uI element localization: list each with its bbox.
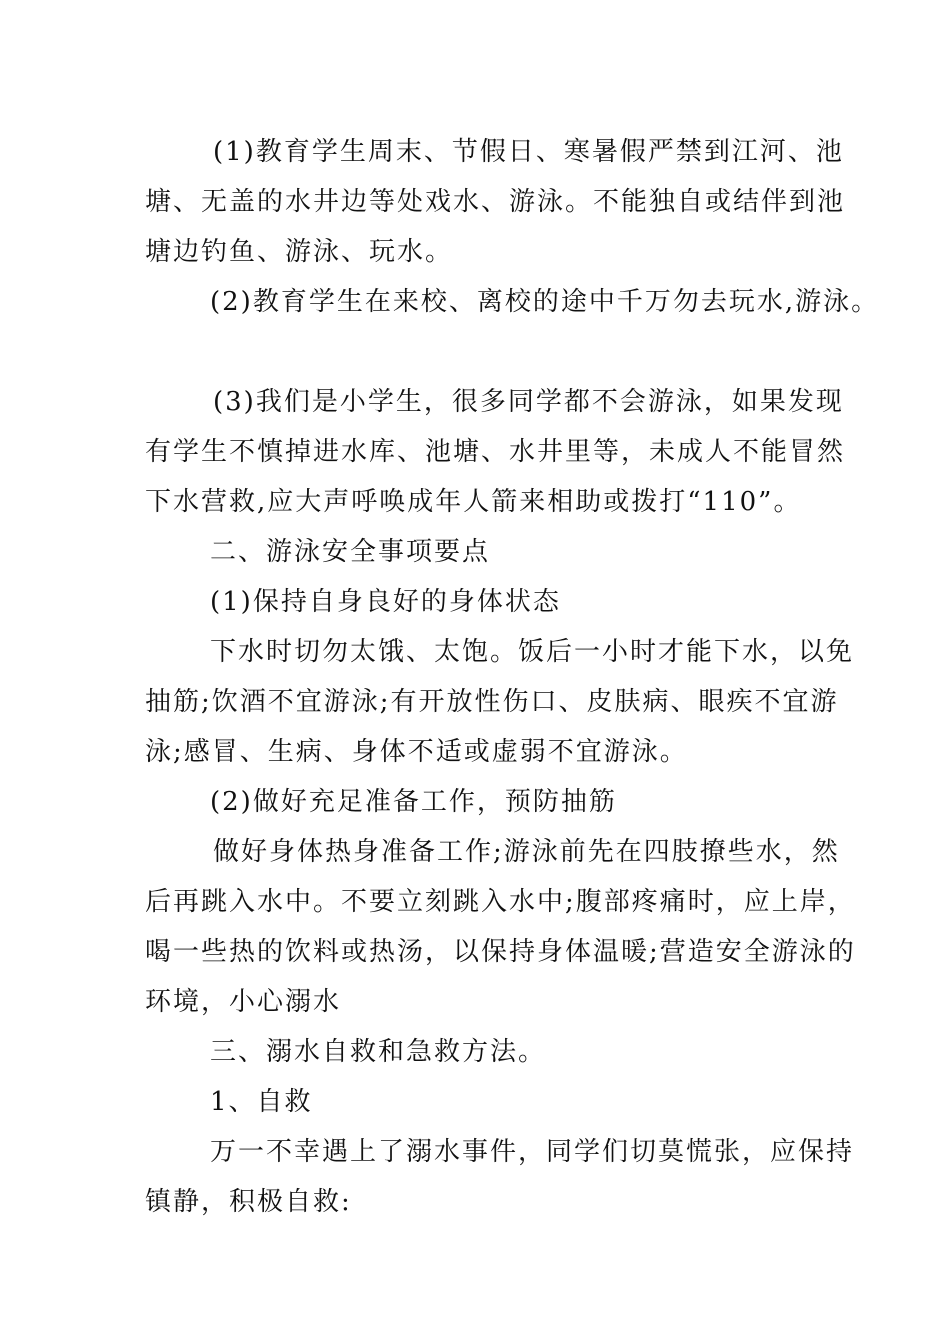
subsection-heading: 1、自救 (210, 1087, 313, 1117)
subsection-heading: (1)保持自身良好的身体状态 (210, 587, 561, 617)
paragraph-line: 泳;感冒、生病、身体不适或虚弱不宜游泳。 (145, 737, 688, 767)
subsection-heading: (2)做好充足准备工作，预防抽筋 (210, 787, 617, 817)
section-heading: 二、游泳安全事项要点 (210, 537, 491, 567)
paragraph-line: 镇静，积极自救: (145, 1187, 352, 1217)
paragraph-line: 塘、无盖的水井边等处戏水、游泳。不能独自或结伴到池 (145, 187, 846, 217)
paragraph-line: 塘边钓鱼、游泳、玩水。 (145, 237, 454, 267)
paragraph-line: 抽筋;饮酒不宜游泳;有开放性伤口、皮肤病、眼疾不宜游 (145, 687, 839, 717)
paragraph-line: (2)教育学生在来校、离校的途中千万勿去玩水,游泳。 (210, 287, 880, 317)
paragraph-line: 做好身体热身准备工作;游泳前先在四肢撩些水，然 (213, 837, 840, 867)
paragraph-line: 环境，小心溺水 (145, 987, 342, 1017)
paragraph-line: 万一不幸遇上了溺水事件，同学们切莫慌张，应保持 (210, 1137, 855, 1167)
paragraph-line: 有学生不慎掉进水库、池塘、水井里等，未成人不能冒然 (145, 437, 846, 467)
paragraph-line: 下水时切勿太饿、太饱。饭后一小时才能下水，以免 (210, 637, 855, 667)
paragraph-line: 后再跳入水中。不要立刻跳入水中;腹部疼痛时，应上岸， (145, 887, 856, 917)
section-heading: 三、溺水自救和急救方法。 (210, 1037, 547, 1067)
paragraph-line: (1)教育学生周末、节假日、寒暑假严禁到江河、池 (213, 137, 844, 167)
paragraph-line: 下水营救,应大声呼唤成年人箭来相助或拨打“110”。 (145, 487, 802, 517)
paragraph-line: 喝一些热的饮料或热汤，以保持身体温暖;营造安全游泳的 (145, 937, 856, 967)
paragraph-line: (3)我们是小学生，很多同学都不会游泳，如果发现 (213, 387, 844, 417)
